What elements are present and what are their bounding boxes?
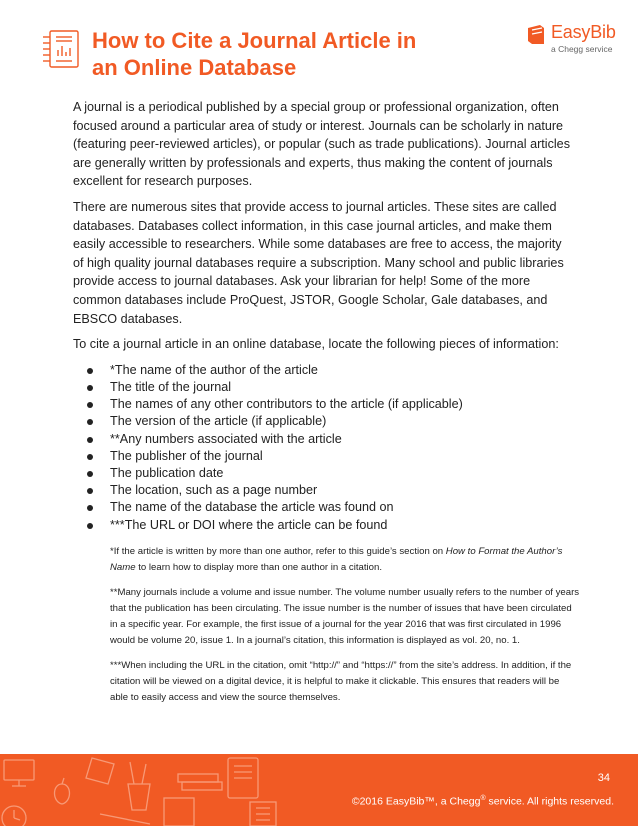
- school-supplies-pattern-icon: [0, 754, 638, 826]
- list-item: [73, 396, 573, 413]
- copyright-text: ©2016 EasyBib™, a Chegg: [351, 795, 481, 808]
- paragraph-journal-definition: A journal is a periodical published by a special group or professional organization, often focused around a particular area of study or interest. Journals can be scholarly in nature (featuring peer-reviewed articles), or popular (such as trade publications). Journal articles are generally written by professionals and experts, thus making the content of journals excellent for research purposes.: [73, 100, 570, 189]
- document-with-chart-icon: [40, 28, 84, 70]
- bullet-icon: [87, 437, 93, 443]
- list-item: [73, 499, 573, 516]
- list-item-text: ***The URL or DOI where the article can be found: [110, 517, 388, 532]
- bullet-icon: [87, 523, 93, 529]
- footnote-numbers: **Many journals include a volume and issue number. The volume number usually refers to the number of years that the publication has been circulating. The issue number is the number of issues that have been circulated in a specific year. For example, the first issue of a journal for the year 2016 that was first circulated in 1996 would be volume 20, issue 1. In a journal’s citation, this information is displayed as vol. 20, no. 1.: [110, 586, 580, 646]
- copyright-notice: [352, 795, 614, 808]
- bullet-icon: [87, 454, 93, 460]
- list-item: [73, 362, 573, 379]
- list-item: [73, 465, 573, 482]
- list-item-text: The names of any other contributors to the article (if applicable): [110, 397, 463, 412]
- logo-name: EasyBib: [551, 22, 616, 42]
- footnote-author-text-end: to learn how to display more than one author in a citation.: [135, 561, 382, 573]
- bullet-icon: [87, 419, 93, 425]
- footnote-author: [110, 544, 580, 576]
- bullet-icon: [87, 471, 93, 477]
- list-item-text: The publication date: [110, 465, 224, 480]
- list-item-text: The publisher of the journal: [110, 448, 263, 463]
- list-item-text: The location, such as a page number: [110, 483, 318, 498]
- information-list: [73, 362, 573, 534]
- footnote-author-section-ref: How to Format the Author’s Name: [110, 545, 563, 573]
- list-item-text: The title of the journal: [110, 379, 232, 394]
- paragraph-instructions: To cite a journal article in an online database, locate the following pieces of information:: [73, 337, 559, 352]
- easybib-logo-mark-icon: [526, 24, 546, 46]
- title-line-2: an Online Database: [92, 55, 297, 80]
- bullet-icon: [87, 385, 93, 391]
- bullet-icon: [87, 368, 93, 374]
- footnote-author-text: *If the article is written by more than one author, refer to this guide’s section on: [110, 545, 446, 557]
- bullet-icon: [87, 402, 93, 408]
- article-body: [73, 98, 580, 715]
- list-item: [73, 431, 573, 448]
- page-title: [92, 27, 492, 81]
- registered-mark: ®: [480, 795, 486, 802]
- footnote-url: ***When including the URL in the citation, omit “http://” and “https://” from the site’s address. In addition, if the citation will be viewed on a digital device, it is helpful to make it clickable. This ensures that readers will be able to easily access and view the source themselves.: [110, 659, 572, 703]
- footnotes: [110, 544, 580, 706]
- footer-band: [0, 754, 638, 826]
- list-item-text: The version of the article (if applicable): [110, 414, 327, 429]
- list-item: [73, 379, 573, 396]
- list-item: [73, 413, 573, 430]
- copyright-text-end: service. All rights reserved.: [485, 795, 614, 808]
- list-item: [73, 482, 573, 499]
- page-number: 34: [597, 772, 610, 784]
- list-item-text: The name of the database the article was found on: [110, 500, 394, 515]
- easybib-logo: [526, 22, 626, 66]
- list-item: [73, 517, 573, 534]
- title-line-1: How to Cite a Journal Article in: [92, 28, 417, 53]
- list-item-text: **Any numbers associated with the article: [110, 431, 342, 446]
- list-item: [73, 448, 573, 465]
- paragraph-databases: There are numerous sites that provide access to journal articles. These sites are called databases. Databases collect information, in this case journal articles, and make them easily accessible to researchers. While some databases are free to access, the majority of high quality journal databases require a subscription. Many school and public libraries provide access to journal databases. Ask your librarian for help! Some of the more common databases include ProQuest, JSTOR, Google Scholar, Gale databases, and EBSCO databases.: [73, 199, 564, 326]
- logo-tagline: a Chegg service: [551, 44, 613, 54]
- bullet-icon: [87, 505, 93, 511]
- list-item-text: *The name of the author of the article: [110, 362, 318, 377]
- bullet-icon: [87, 488, 93, 494]
